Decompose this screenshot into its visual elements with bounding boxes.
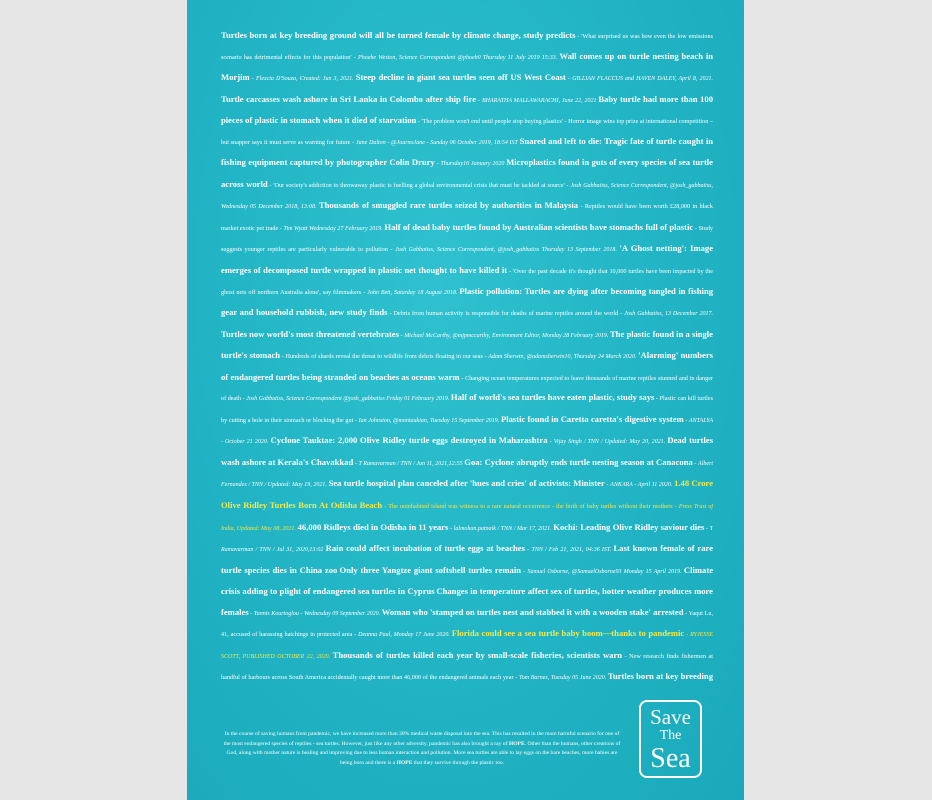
article-detail: Hundreds of shards reveal the threat to wildlife from debris floating in our seas bbox=[285, 353, 483, 361]
article-detail: The uninhabited island was witness to a rare natural occurrence - the birth of baby turtles without their mothers bbox=[388, 503, 673, 511]
article-headline: Half of world's sea turtles have eaten plastic, study says bbox=[450, 392, 655, 403]
article-credit: Josh Gabbatiss, Science Correspondent, @josh_gabbatiss, Wednesday 05 December 2018, 13:08. bbox=[221, 182, 713, 211]
article-entry: Steep decline in giant sea turtles seen off US West Coast - GILLIAN FLACCUS and HAVEN DALEY, April 8, 2021. bbox=[355, 72, 713, 83]
article-headline: Microplastics found in guts of every species of sea turtle across world bbox=[221, 157, 713, 189]
article-entry: Florida could see a sea turtle baby boom—thanks to pandemic - RYJESSE SCOTT, PUBLISHED OCTOBER 22, 2020. bbox=[221, 628, 713, 660]
article-credit: Vijay Singh / TNN / Updated: May 20, 2021. bbox=[553, 439, 666, 446]
article-credit: Jane Dalton - @JournoJane - Sunday 06 October 2019, 18:54 IST bbox=[355, 139, 518, 146]
article-headline: Climate crisis adding to plight of endangered sea turtles in Cyprus bbox=[221, 564, 713, 597]
article-headline: Thousands of smuggled rare turtles seized by authorities in Malaysia bbox=[318, 200, 579, 211]
footer-text-part: . Other than the humans, other creations of God, along with mother nature is healing and improving due to less human interaction and pollution. More sea turtles are able to lay eggs on the bare beaches, more babies are being born and there is a bbox=[226, 740, 621, 766]
article-headline: Baby turtle had more than 100 pieces of plastic in stomach when it died of starvation bbox=[221, 93, 713, 126]
article-entry: The plastic found in a single turtle's stomach - Hundreds of shards reveal the threat to wildlife from debris floating in our seas - Adam Sherwin, @adamsherwin10, Thursday 24 March 2020. bbox=[221, 328, 713, 361]
article-headline: Turtles now world's most threatened vertebrates bbox=[221, 328, 399, 339]
article-entry: Baby turtle had more than 100 pieces of plastic in stomach when it died of starvation - 'The problem won't end until people stop buying plastics' - Horror image wins top prize at international competition – but snapper says it must serve as warning for future - Jane Dalton - @JournoJane - Sunday 06 October 2019, 18:54 IST bbox=[221, 93, 713, 146]
article-credit: Thursday16 January 2020 bbox=[440, 161, 505, 168]
article-entry: Snared and left to die: Tragic fate of turtle caught in fishing equipment captured by photographer Colin Drury - Thursday16 January 2020 bbox=[221, 135, 713, 168]
article-entry: Half of world's sea turtles have eaten plastic, study says - Plastic can kill turtles by cutting a hole in their stomach or blocking the gut - Ian Johnston, @montaukian, Tuesday 15 September 2019. bbox=[221, 392, 713, 424]
article-detail: Yaqut Lu, 41, accused of harassing hatchings in protected area bbox=[221, 609, 713, 639]
article-credit: Phoebe Weston, Science Correspondent @phoeb0 Thursday 11 July 2019 15:33. bbox=[358, 54, 558, 61]
article-credit: Josh Gabbatiss, Science Correspondent, @josh_gabbatiss Thursday 13 September 2018. bbox=[395, 247, 617, 254]
footer-text-part: In the course of saving humans from pandemic, we have increased more than 30% medical waste disposal into the sea. This has resulted in the more harmful scenario for one of the most endangered species of reptiles - sea turtles. However, just like any other adversity, pandemic has also brought a ray of bbox=[223, 731, 620, 747]
article-detail: Plastic can kill turtles by cutting a hole in their stomach or blocking the gut bbox=[221, 395, 713, 424]
article-detail: Changing ocean temperatures expected to leave thousands of marine reptiles stunned and in danger of death bbox=[221, 374, 713, 403]
article-headline: 1.48 Crore Olive Ridley Turtles Born At Odisha Beach bbox=[221, 478, 713, 511]
article-detail: 'What surprised us was how even the low emissions scenario has detrimental effects for this population' bbox=[221, 33, 713, 61]
article-detail: Study suggests younger reptiles are particularly vulnerable to pollution bbox=[221, 224, 713, 254]
article-headline: Steep decline in giant sea turtles seen off US West Coast bbox=[355, 72, 566, 83]
article-credit: ANTALYA - October 21 2020. bbox=[221, 417, 713, 446]
article-entry: Only three Yangtze giant softshell turtles remain - Samuel Osborne, @SamuelOsborne93 Monday 15 April 2019. bbox=[339, 564, 682, 575]
article-detail: 'The problem won't end until people stop buying plastics' - Horror image wins top prize at international competition – but snapper says it must serve as warning for future bbox=[221, 118, 713, 146]
footer-text-part: that they survive through the plastic too. bbox=[412, 759, 505, 766]
article-headline: Goa: Cyclone abruptly ends turtle nesting season at Canacona bbox=[464, 456, 693, 467]
article-credit: Press Trust of India, Updated: May 08, 2021. bbox=[221, 504, 713, 532]
article-headline: Snared and left to die: Tragic fate of turtle caught in fishing equipment captured by photographer Colin Drury bbox=[221, 135, 713, 168]
article-credit: Samuel Osborne, @SamuelOsborne93 Monday 15 April 2019. bbox=[527, 568, 682, 575]
headline-collage bbox=[221, 26, 713, 691]
article-headline: The plastic found in a single turtle's stomach bbox=[221, 328, 713, 361]
article-headline: Turtles born at key breeding ground will all be turned female by climate change, study predicts bbox=[221, 30, 576, 40]
footer-message bbox=[223, 730, 621, 768]
article-credit: lalmohan.patnaik / TNN / Mar 17, 2021. bbox=[453, 525, 552, 532]
article-entry: Plastic pollution: Turtles are dying after becoming tangled in fishing gear and household rubbish, new study finds - Debris from human activity is responsible for deaths of marine reptiles around the world - Josh Gabbatiss, 13 December 2017. bbox=[221, 285, 713, 318]
article-headline: Florida could see a sea turtle baby boom—thanks to pandemic bbox=[451, 628, 685, 639]
article-entry: Dead turtles wash ashore at Kerala's Chavakkad - T Ramavarman / TNN / Jun 11, 2021,12:55 bbox=[221, 435, 713, 467]
article-entry: Sea turtle hospital plan canceled after 'hues and cries' of activists: Minister - ANKARA - April 11 2020. bbox=[328, 478, 673, 489]
article-headline: Turtle carcasses wash ashore in Sri Lanka in Colombo after ship fire bbox=[221, 93, 477, 104]
article-headline: Changes in temperature affect sex of turtles, hotter weather produces more females bbox=[221, 586, 713, 617]
article-entry: Half of dead baby turtles found by Australian scientists have stomachs full of plastic - Study suggests younger reptiles are particularly vulnerable to pollution - Josh Gabbatiss, Science Correspondent, @josh_gabbatiss Thursday 13 September 2018. bbox=[221, 221, 713, 254]
article-credit: GILLIAN FLACCUS and HAVEN DALEY, April 8, 2021. bbox=[572, 76, 713, 83]
article-entry: Turtles born at key breeding ground will all be turned female by climate change, study predicts - 'What surprised us was how even the low emissions scenario has detrimental effects for this population' - Phoebe Weston, Science Correspondent @phoeb0 Thursday 11 July 2019 15:33. bbox=[221, 30, 713, 61]
article-credit: Josh Gabbatiss, Science Correspondent @josh_gabbatiss Friday 01 February 2019. bbox=[246, 396, 450, 403]
article-credit: Tim Wyatt Wednesday 27 February 2019. bbox=[283, 225, 383, 232]
article-detail: Debris from human activity is responsible for deaths of marine reptiles around the world bbox=[393, 310, 619, 318]
article-headline: Turtles born at key breeding bbox=[607, 671, 713, 682]
article-credit: TNN / Feb 21, 2021, 04:36 IST. bbox=[531, 547, 612, 554]
article-credit: T Ramavarman / TNN / Jun 11, 2021,12:55 bbox=[358, 460, 463, 467]
article-entry: Thousands of smuggled rare turtles seized by authorities in Malaysia - Reptiles would have been worth £28,000 in black market exotic pet trade - Tim Wyatt Wednesday 27 February 2019. bbox=[221, 200, 713, 232]
article-headline: Half of dead baby turtles found by Australian scientists have stomachs full of plastic bbox=[384, 221, 694, 232]
article-headline: Woman who 'stamped on turtles nest and stabbed it with a wooden stake' arrested bbox=[381, 606, 684, 617]
article-credit: Tom Barnes, Tuesday 05 June 2020. bbox=[518, 675, 607, 682]
article-credit: Ian Johnston, @montaukian, Tuesday 15 September 2019. bbox=[358, 417, 500, 424]
article-headline: Rain could affect incubation of turtle eggs at beaches bbox=[325, 543, 525, 554]
article-headline: Dead turtles wash ashore at Kerala's Chavakkad bbox=[221, 435, 713, 467]
article-entry: Wall comes up on turtle nesting beach in Morjim - Flexcia D'Souza, Created: Jun 3, 2021. bbox=[221, 50, 713, 83]
article-headline: 'Alarming' numbers of endangered turtles being stranded on beaches as oceans warm bbox=[221, 350, 713, 382]
footer-emphasis: HOPE bbox=[508, 740, 525, 747]
article-entry: 46,000 Ridleys died in Odisha in 11 years - lalmohan.patnaik / TNN / Mar 17, 2021. bbox=[297, 521, 552, 532]
article-credit: BHARATHA MALLAWARACHI, June 22, 2021 bbox=[481, 97, 597, 104]
logo-word-sea: Sea bbox=[650, 743, 691, 774]
article-credit: John Bett, Saturday 18 August 2018. bbox=[367, 289, 458, 296]
article-entry: Cyclone Tauktae: 2,000 Olive Ridley turtle eggs destroyed in Maharashtra - Vijay Singh / TNN / Updated: May 20, 2021. bbox=[270, 435, 666, 446]
article-headline: Cyclone Tauktae: 2,000 Olive Ridley turtle eggs destroyed in Maharashtra bbox=[270, 435, 548, 446]
article-entry: Goa: Cyclone abruptly ends turtle nesting season at Canacona - Albert Fernandes / TNN / Updated: May 19, 2021. bbox=[221, 456, 713, 489]
article-entry: Kochi: Leading Olive Ridley saviour dies - T Ramavarman / TNN / Jul 31, 2020,13:02 bbox=[221, 521, 713, 554]
article-credit: T Ramavarman / TNN / Jul 31, 2020,13:02 bbox=[221, 525, 713, 554]
article-entry: 1.48 Crore Olive Ridley Turtles Born At Odisha Beach - The uninhabited island was witness to a rare natural occurrence - the birth of baby turtles without their mothers - Press Trust of India, Updated: May 08, 2021. bbox=[221, 478, 713, 532]
article-credit: Albert Fernandes / TNN / Updated: May 19, 2021. bbox=[221, 460, 713, 489]
article-headline: Plastic found in Caretta caretta's digestive system bbox=[500, 413, 684, 424]
poster bbox=[187, 0, 744, 800]
article-detail: 'Over the past decade it's thought that 10,000 turtles have been impacted by the ghost nets off northern Australia alone', say filmmakers bbox=[221, 268, 713, 296]
article-entry: Woman who 'stamped on turtles nest and stabbed it with a wooden stake' arrested - Yaqut Lu, 41, accused of harassing hatchings in protected area - Deanna Paul, Monday 17 June 2020. bbox=[221, 606, 713, 639]
article-detail: New research finds fishermen at handful of harbours across South America accidentally caught more than 46,000 of the endangered animals each year bbox=[221, 652, 713, 682]
article-credit: Michael McCarthy, @mjpmccarthy, Environment Editor, Monday 28 February 2019. bbox=[404, 332, 609, 339]
article-credit: Deanna Paul, Monday 17 June 2020. bbox=[358, 632, 450, 639]
article-credit: ANKARA - April 11 2020. bbox=[610, 482, 673, 489]
logo-word-save: Save bbox=[650, 705, 691, 729]
article-headline: Wall comes up on turtle nesting beach in Morjim bbox=[221, 50, 713, 83]
article-credit: Adam Sherwin, @adamsherwin10, Thursday 24 March 2020. bbox=[488, 354, 637, 361]
article-headline: 'A Ghost netting': Image emerges of decomposed turtle wrapped in plastic net thought to have killed it bbox=[221, 243, 713, 276]
logo-word-the: The bbox=[659, 728, 682, 743]
article-entry: Rain could affect incubation of turtle eggs at beaches - TNN / Feb 21, 2021, 04:36 IST. bbox=[325, 543, 612, 554]
article-entry: 'A Ghost netting': Image emerges of decomposed turtle wrapped in plastic net thought to have killed it - 'Over the past decade it's thought that 10,000 turtles have been impacted by the ghost nets off northern Australia alone', say filmmakers - John Bett, Saturday 18 August 2018. bbox=[221, 243, 713, 296]
article-entry: Plastic found in Caretta caretta's digestive system - ANTALYA - October 21 2020. bbox=[221, 413, 713, 446]
article-detail: 'Our society's addiction to throwaway plastic is fuelling a global environmental crisis that must be tackled at source' bbox=[273, 181, 565, 189]
article-headline: Thousands of turtles killed each year by small-scale fisheries, scientists warn bbox=[332, 649, 623, 660]
article-credit: Josh Gabbatiss, 13 December 2017. bbox=[624, 311, 713, 318]
article-headline: Kochi: Leading Olive Ridley saviour dies bbox=[553, 521, 705, 532]
article-entry: Turtles now world's most threatened vertebrates - Michael McCarthy, @mjpmccarthy, Environment Editor, Monday 28 February 2019. bbox=[221, 328, 609, 339]
article-detail: Reptiles would have been worth £28,000 in black market exotic pet trade bbox=[221, 203, 713, 232]
article-credit: Yannis Kourtoglou - Wednesday 09 September 2020. bbox=[253, 610, 381, 617]
article-headline: Only three Yangtze giant softshell turtles remain bbox=[339, 564, 522, 575]
save-the-sea-logo bbox=[639, 700, 702, 778]
article-headline: Plastic pollution: Turtles are dying after becoming tangled in fishing gear and household rubbish, new study finds bbox=[221, 285, 713, 318]
footer-emphasis: HOPE bbox=[396, 759, 413, 766]
article-headline: Sea turtle hospital plan canceled after 'hues and cries' of activists: Minister bbox=[328, 478, 605, 489]
article-credit: RYJESSE SCOTT, PUBLISHED OCTOBER 22, 2020. bbox=[221, 632, 713, 660]
article-entry: Microplastics found in guts of every species of sea turtle across world - 'Our society's addiction to throwaway plastic is fuelling a global environmental crisis that must be tackled at source' - Josh Gabbatiss, Science Correspondent, @josh_gabbatiss, Wednesday 05 December 2018, 13:08. bbox=[221, 157, 713, 211]
article-headline: 46,000 Ridleys died in Odisha in 11 years bbox=[297, 521, 449, 532]
article-credit: Flexcia D'Souza, Created: Jun 3, 2021. bbox=[255, 76, 354, 83]
article-entry: Turtle carcasses wash ashore in Sri Lanka in Colombo after ship fire - BHARATHA MALLAWARACHI, June 22, 2021 bbox=[221, 93, 597, 104]
article-entry: Changes in temperature affect sex of turtles, hotter weather produces more females - Yannis Kourtoglou - Wednesday 09 September 2020. bbox=[221, 586, 713, 617]
article-headline: Last known female of rare turtle species dies in China zoo bbox=[221, 543, 713, 575]
article-entry: 'Alarming' numbers of endangered turtles being stranded on beaches as oceans warm - Changing ocean temperatures expected to leave thousands of marine reptiles stunned and in danger of death - Josh Gabbatiss, Science Correspondent @josh_gabbatiss Friday 01 February 2019. bbox=[221, 350, 713, 403]
article-entry: Thousands of turtles killed each year by small-scale fisheries, scientists warn - New research finds fishermen at handful of harbours across South America accidentally caught more than 46,000 of the endangered animals each year - Tom Barnes, Tuesday 05 June 2020. bbox=[221, 649, 713, 682]
